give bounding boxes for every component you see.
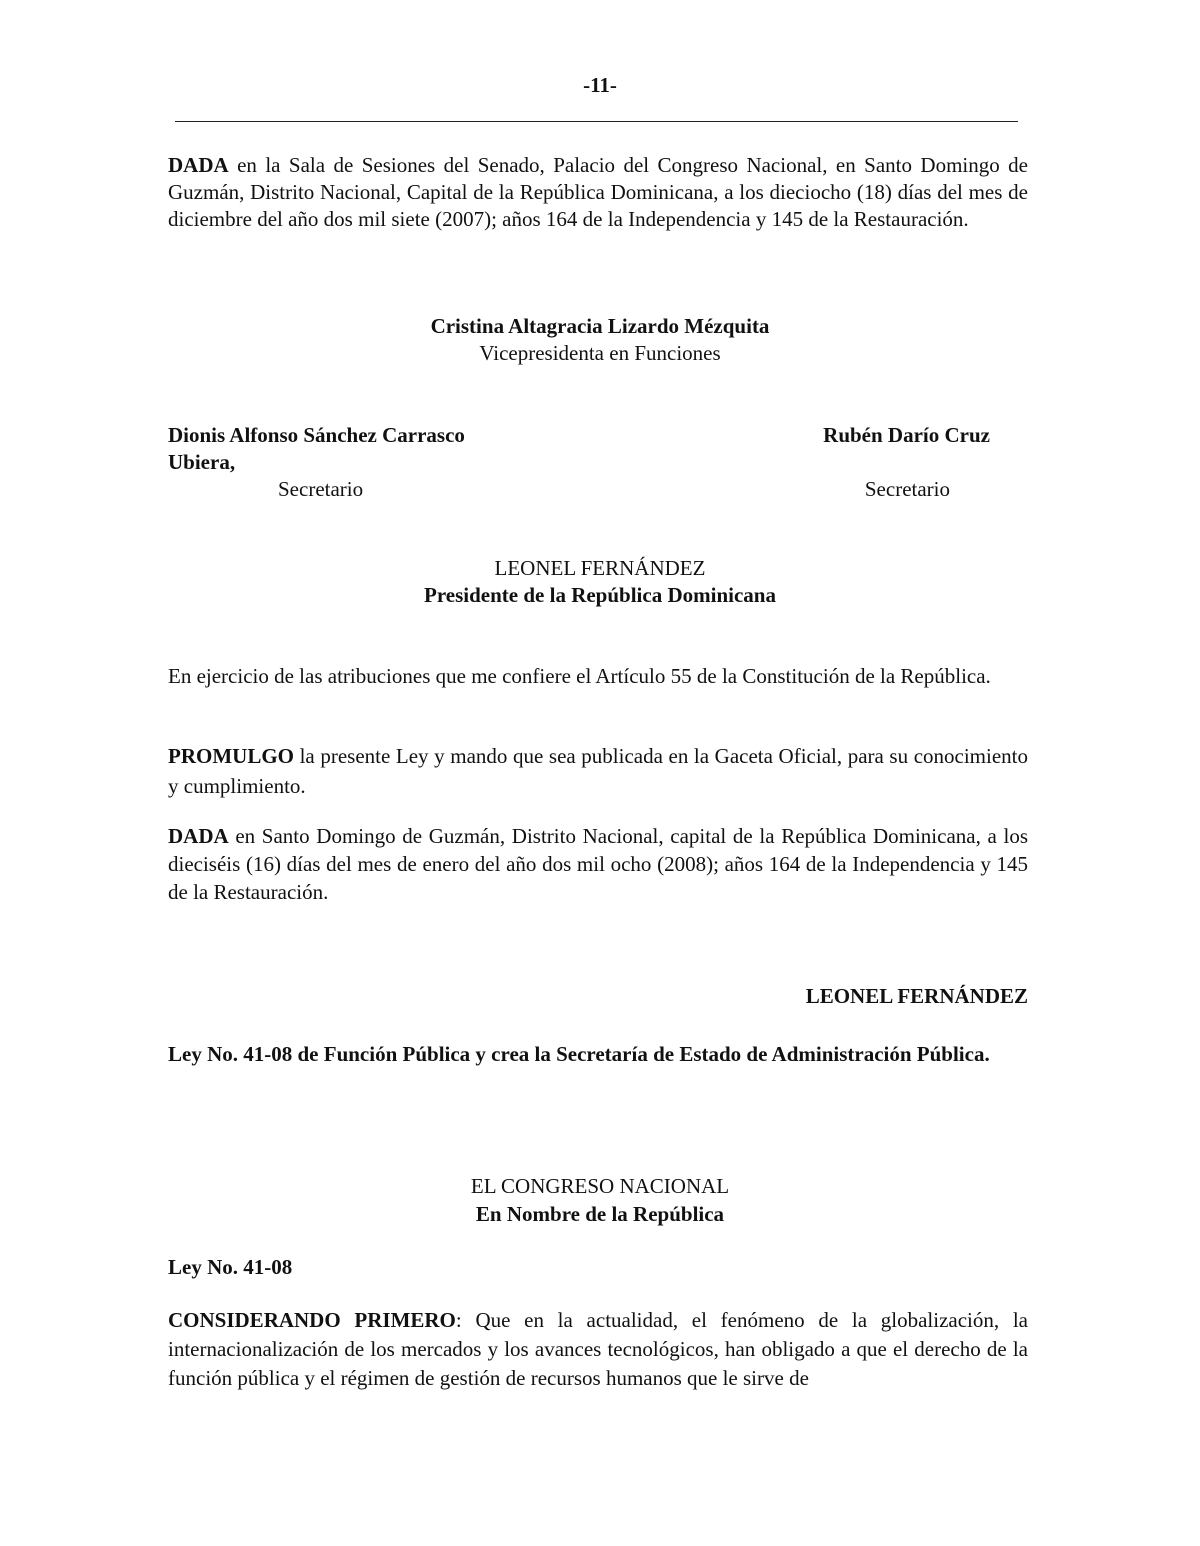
senate-given-paragraph [168,152,1028,233]
congress-block [0,1172,1200,1228]
president-name: LEONEL FERNÁNDEZ [494,556,706,580]
considerando-paragraph [168,1306,1028,1393]
promulgo-paragraph [168,741,1028,801]
signature-name: LEONEL FERNÁNDEZ [805,984,1028,1008]
secretary-right-block [770,422,990,503]
law-title: Ley No. 41-08 de Función Pública y crea la Secretaría de Estado de Administración Pública. [168,1042,990,1066]
vice-president-name: Cristina Altagracia Lizardo Mézquita [430,314,770,338]
secretary-left-title: Secretario [278,477,364,501]
vice-president-title: Vicepresidenta en Funciones [479,341,721,365]
promulgo-text: la presente Ley y mando que sea publicada en la Gaceta Oficial, para su conocimiento y cumplimiento. [168,744,1028,798]
header-rule [175,121,1018,122]
secretary-right-name: Rubén Darío Cruz [823,423,990,447]
exercise-paragraph: En ejercicio de las atribuciones que me confiere el Artículo 55 de la Constitución de la República. [168,664,991,688]
congress-subheading: En Nombre de la República [475,1202,725,1226]
senate-given-text: en la Sala de Sesiones del Senado, Palacio del Congreso Nacional, en Santo Domingo de Guzmán, Distrito Nacional, Capital de la República Dominicana, a los dieciocho (18) días del mes de diciembre del año dos mil siete (2007); años 164 de la Independencia y 145 de la Restauración. [168,153,1028,231]
given-santo-domingo-paragraph [168,822,1028,906]
vice-president-block [0,313,1200,367]
congress-heading: EL CONGRESO NACIONAL [470,1174,730,1198]
president-title: Presidente de la República Dominicana [424,583,776,607]
senate-given-lead: DADA [168,153,229,177]
secretary-left-name: Dionis Alfonso Sánchez Carrasco [168,423,465,447]
given-santo-domingo-text: en Santo Domingo de Guzmán, Distrito Nacional, capital de la República Dominicana, a los dieciséis (16) días del mes de enero del año dos mil ocho (2008); años 164 de la Independencia y 145 de la Restauración. [168,824,1028,904]
page-number: -11- [583,73,617,97]
law-number: Ley No. 41-08 [168,1255,293,1279]
considerando-text: : Que en la actualidad, el fenómeno de la globalización, la internacionalización de los mercados y los avances tecnológicos, han obligado a que el derecho de la función pública y el régimen de gestión de recursos humanos que le sirve de [168,1308,1028,1390]
secretary-left-name-cont: Ubiera, [168,450,236,474]
president-block [0,555,1200,609]
given-santo-domingo-lead: DADA [168,824,229,848]
secretary-right-title: Secretario [864,477,950,501]
secretary-left-block [168,422,588,503]
considerando-lead: CONSIDERANDO PRIMERO [168,1308,456,1332]
promulgo-lead: PROMULGO [168,744,294,768]
